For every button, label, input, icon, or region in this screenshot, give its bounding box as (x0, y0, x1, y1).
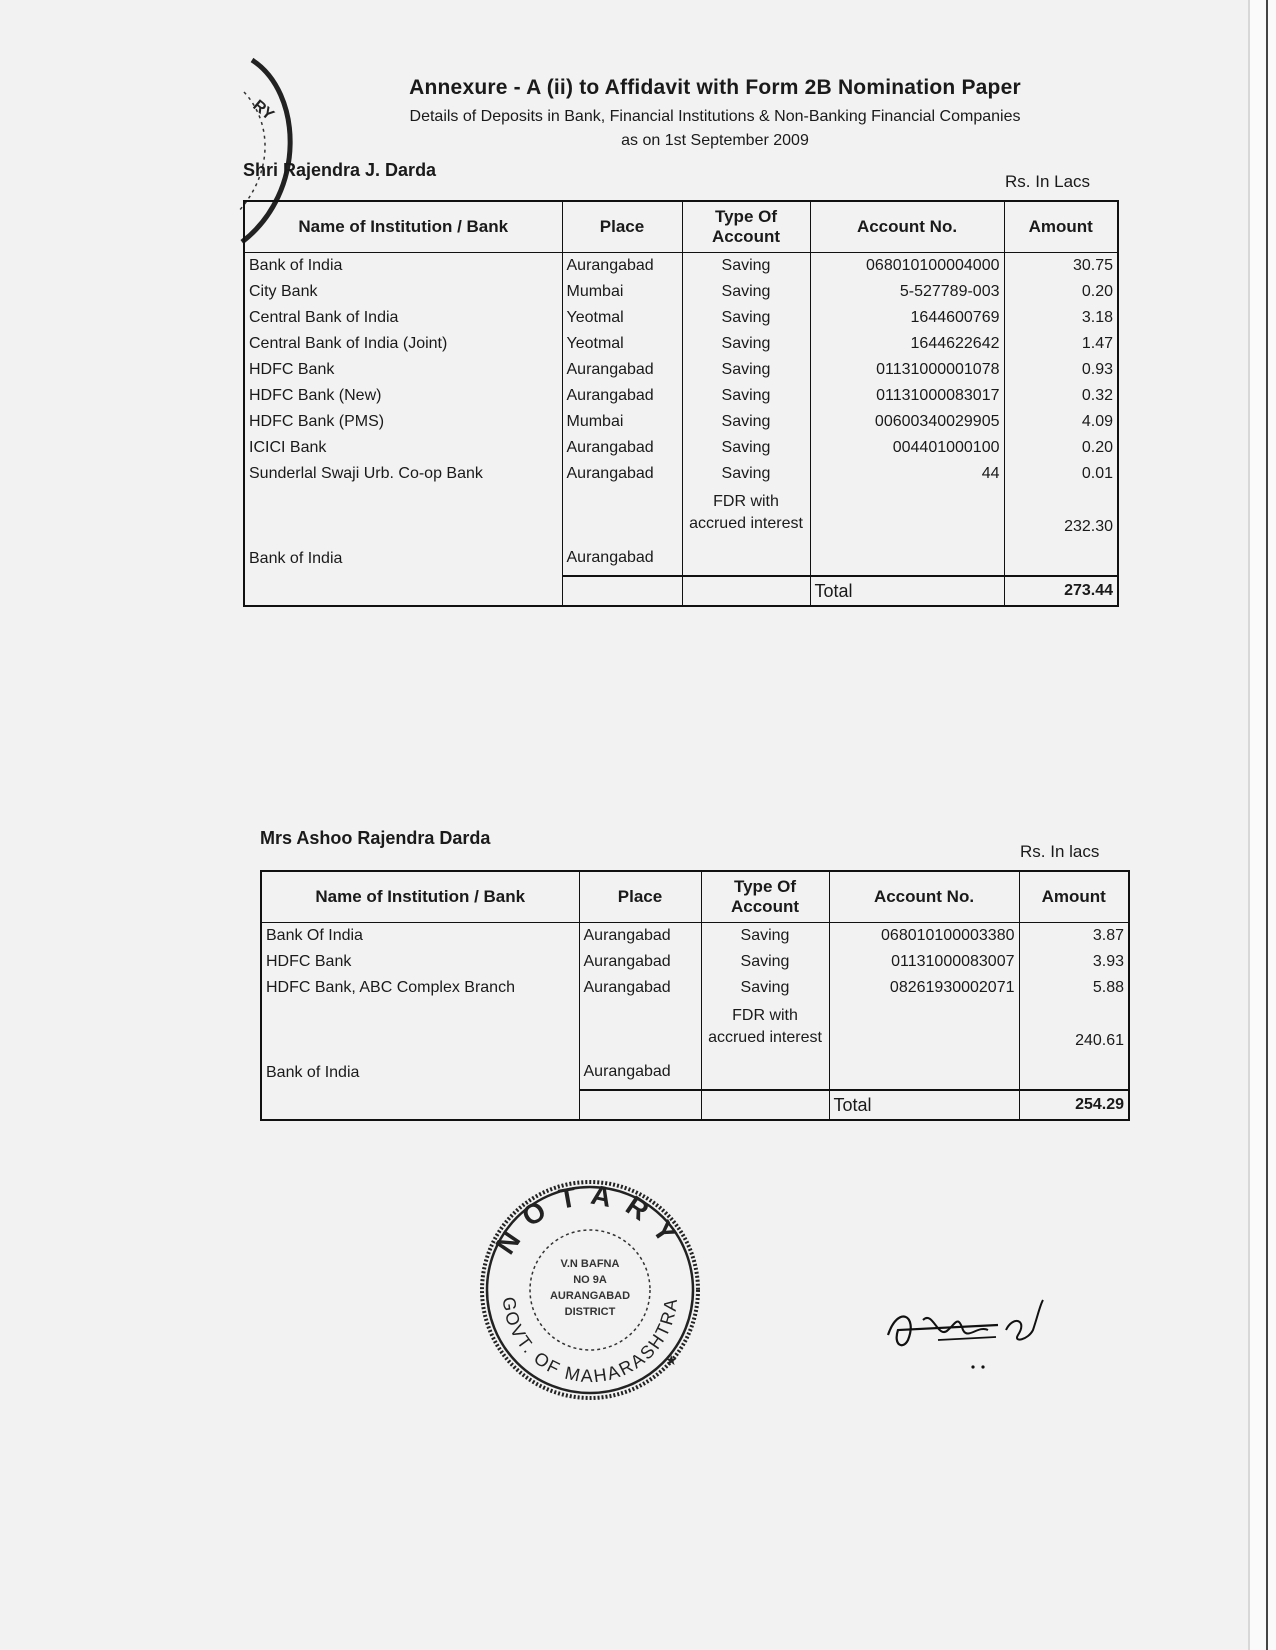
account-number-cell: 44 (810, 461, 1004, 487)
bank-name-cell: HDFC Bank (New) (244, 383, 562, 409)
account-number-cell: 08261930002071 (829, 975, 1019, 1001)
stamp-line-1: V.N BAFNA (560, 1258, 620, 1270)
svg-text:NOTARY (489, 1179, 690, 1260)
account-type-cell: Saving (701, 949, 829, 975)
account-number-cell: 01131000001078 (810, 357, 1004, 383)
table-row (244, 435, 1118, 461)
table-row (244, 279, 1118, 305)
total-blank-cell (682, 576, 810, 606)
account-type-cell (701, 1001, 829, 1090)
bank-name-cell: Central Bank of India (244, 305, 562, 331)
account-type-cell: Saving (682, 331, 810, 357)
notary-stamp (475, 1175, 705, 1405)
place-cell: Aurangabad (562, 435, 682, 461)
account-type-cell: Saving (682, 305, 810, 331)
partial-stamp-letters: RY (249, 97, 277, 124)
bank-name-cell: Bank of India (244, 487, 562, 576)
table-row (244, 409, 1118, 435)
col-header-name: Name of Institution / Bank (244, 201, 562, 253)
bank-name-cell: ICICI Bank (244, 435, 562, 461)
place-cell: Yeotmal (562, 305, 682, 331)
bank-name-cell: Central Bank of India (Joint) (244, 331, 562, 357)
amount-cell: 3.87 (1019, 923, 1129, 950)
as-of-date: as on 1st September 2009 (621, 132, 809, 149)
document-subtitle: Details of Deposits in Bank, Financial Institutions & Non-Banking Financial Companies (409, 108, 1021, 125)
col-header-account: Account No. (829, 871, 1019, 923)
table-header-row (261, 871, 1129, 923)
col-header-place: Place (562, 201, 682, 253)
account-type-cell: Saving (682, 409, 810, 435)
total-amount: 254.29 (1019, 1090, 1129, 1120)
col-header-type: Type Of Account (682, 201, 810, 253)
table-row-fdr (244, 487, 1118, 576)
account-number-cell (829, 1001, 1019, 1090)
bank-name-cell: HDFC Bank (261, 949, 579, 975)
place-cell: Mumbai (562, 279, 682, 305)
account-number-cell: 068010100004000 (810, 253, 1004, 280)
units-label-1: Rs. In Lacs (1005, 172, 1091, 191)
account-type-cell: Saving (701, 975, 829, 1001)
amount-cell: 5.88 (1019, 975, 1129, 1001)
total-label: Total (829, 1090, 1019, 1120)
table-row (244, 357, 1118, 383)
place-cell: Yeotmal (562, 331, 682, 357)
fdr-type-line-2: accrued interest (708, 1029, 822, 1046)
col-header-amount: Amount (1004, 201, 1118, 253)
place-cell: Aurangabad (579, 949, 701, 975)
bank-name-cell: Sunderlal Swaji Urb. Co-op Bank (244, 461, 562, 487)
table-row (261, 975, 1129, 1001)
amount-cell: 0.93 (1004, 357, 1118, 383)
account-number-cell: 004401000100 (810, 435, 1004, 461)
place-cell: Aurangabad (562, 357, 682, 383)
account-number-cell (810, 487, 1004, 576)
table-row (244, 383, 1118, 409)
account-number-cell: 00600340029905 (810, 409, 1004, 435)
place-cell: Aurangabad (579, 1001, 701, 1090)
account-number-cell: 01131000083017 (810, 383, 1004, 409)
account-type-cell: Saving (682, 383, 810, 409)
total-row (244, 576, 1118, 606)
place-cell: Aurangabad (579, 975, 701, 1001)
table-row (244, 305, 1118, 331)
col-header-place: Place (579, 871, 701, 923)
stamp-line-4: DISTRICT (564, 1306, 616, 1318)
account-type-cell: Saving (682, 435, 810, 461)
amount-cell: 0.20 (1004, 279, 1118, 305)
notary-word: NOTARY (489, 1178, 691, 1260)
table-row (244, 461, 1118, 487)
total-blank-cell (562, 576, 682, 606)
table-row (244, 331, 1118, 357)
total-label: Total (810, 576, 1004, 606)
govt-maharashtra-text: GOVT. OF MAHARASHTRA (498, 1295, 682, 1387)
place-cell: Aurangabad (579, 923, 701, 950)
document-title: Annexure - A (ii) to Affidavit with Form 2B Nomination Paper (409, 76, 1021, 99)
bank-name-cell: City Bank (244, 279, 562, 305)
handwritten-signature (878, 1285, 1058, 1375)
stamp-line-2: NO 9A (573, 1274, 607, 1286)
document-header (300, 76, 1130, 150)
amount-cell: 232.30 (1004, 487, 1118, 576)
amount-cell: 0.32 (1004, 383, 1118, 409)
person-name-2: Mrs Ashoo Rajendra Darda (260, 828, 491, 848)
col-header-name: Name of Institution / Bank (261, 871, 579, 923)
page-edge (1248, 0, 1276, 1650)
table-row-fdr (261, 1001, 1129, 1090)
account-number-cell: 068010100003380 (829, 923, 1019, 950)
account-number-cell: 1644600769 (810, 305, 1004, 331)
bank-name-cell: Bank of India (244, 253, 562, 280)
account-type-cell: Saving (682, 253, 810, 280)
total-blank-cell (701, 1090, 829, 1120)
account-number-cell: 01131000083007 (829, 949, 1019, 975)
table-row (261, 949, 1129, 975)
amount-cell: 240.61 (1019, 1001, 1129, 1090)
account-number-cell: 5-527789-003 (810, 279, 1004, 305)
account-type-cell: Saving (682, 461, 810, 487)
total-blank-cell (579, 1090, 701, 1120)
deposits-table-2 (260, 870, 1130, 1121)
bank-name-cell: HDFC Bank (244, 357, 562, 383)
table-row (261, 923, 1129, 950)
col-header-amount: Amount (1019, 871, 1129, 923)
account-type-cell (682, 487, 810, 576)
place-cell: Mumbai (562, 409, 682, 435)
total-row (261, 1090, 1129, 1120)
place-cell: Aurangabad (562, 253, 682, 280)
account-number-cell: 1644622642 (810, 331, 1004, 357)
place-cell: Aurangabad (562, 487, 682, 576)
amount-cell: 1.47 (1004, 331, 1118, 357)
place-cell: Aurangabad (562, 383, 682, 409)
bank-name-cell: HDFC Bank, ABC Complex Branch (261, 975, 579, 1001)
bank-name-cell: Bank Of India (261, 923, 579, 950)
units-label-2: Rs. In lacs (1020, 842, 1100, 861)
fdr-type-line-2: accrued interest (689, 515, 803, 532)
account-type-cell: Saving (682, 357, 810, 383)
table-header-row (244, 201, 1118, 253)
total-amount: 273.44 (1004, 576, 1118, 606)
amount-cell: 0.20 (1004, 435, 1118, 461)
fdr-type-line-1: FDR with (713, 493, 779, 510)
account-type-cell: Saving (701, 923, 829, 950)
total-blank-cell (244, 576, 562, 606)
stamp-star-icon: ★ (665, 1352, 678, 1368)
account-type-cell: Saving (682, 279, 810, 305)
person-name-1: Shri Rajendra J. Darda (243, 160, 437, 180)
stamp-line-3: AURANGABAD (549, 1290, 631, 1302)
bank-name-cell: Bank of India (261, 1001, 579, 1090)
place-cell: Aurangabad (562, 461, 682, 487)
table-row (244, 253, 1118, 280)
total-blank-cell (261, 1090, 579, 1120)
amount-cell: 3.93 (1019, 949, 1129, 975)
amount-cell: 30.75 (1004, 253, 1118, 280)
col-header-account: Account No. (810, 201, 1004, 253)
amount-cell: 0.01 (1004, 461, 1118, 487)
amount-cell: 4.09 (1004, 409, 1118, 435)
deposits-table-1 (243, 200, 1119, 607)
amount-cell: 3.18 (1004, 305, 1118, 331)
col-header-type: Type Of Account (701, 871, 829, 923)
fdr-type-line-1: FDR with (732, 1007, 798, 1024)
bank-name-cell: HDFC Bank (PMS) (244, 409, 562, 435)
